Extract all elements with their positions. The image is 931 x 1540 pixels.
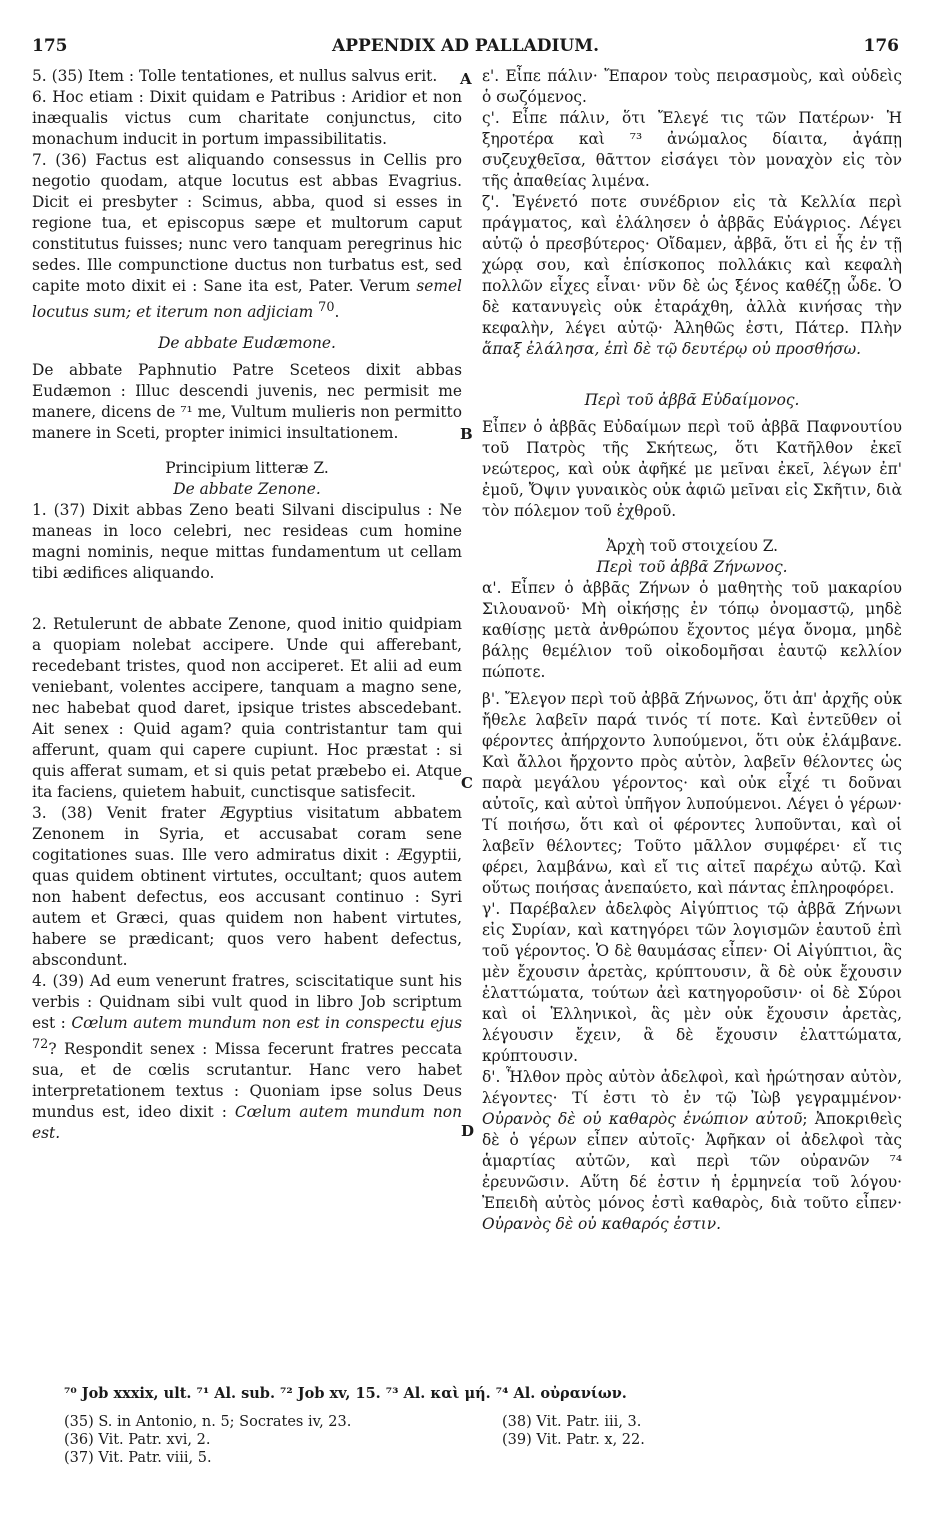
reference-38: (38) Vit. Patr. iii, 3. xyxy=(502,1414,642,1430)
latin-para-7: 7. (36) Factus est aliquando consessus in Cellis pro negotio quodam, atque locutus est abbas Evagrius. Dicit ei presbyter : Scimus, abba, quod si esses in regione tua, et episcopus sæpe et multorum caput constitutus fuisses; nunc vero tanquam peregrinus hic sedes. Ille compunctione ductus non turbatus est, sed capite moto dixit ei : Sane ita est, Pater. Verum semel locutus sum; et iterum non adjiciam $^{70}$. xyxy=(32,151,462,322)
running-header xyxy=(32,36,899,58)
footnote-ref-70: 70 xyxy=(318,300,335,315)
latin-para-7-text: 7. (36) Factus est aliquando consessus in Cellis pro negotio quodam, atque locutus est abbas Evagrius. Dicit ei presbyter : Scimus, abba, quod si esses in regione tua, et episcopus sæpe et multorum caput constitutus fuisses; nunc vero tanquam peregrinus hic sedes. Ille compunctione ductus non turbatus est, sed capite moto dixit ei : Sane ita est, Pater. Verum xyxy=(32,151,462,295)
footnote-ref-72: 72 xyxy=(32,1037,49,1053)
greek-para-7-text: ζ'. Ἐγένετό ποτε συνέδριον εἰς τὰ Κελλία περὶ πράγματος, καὶ ἐλάλησεν ὁ ἀββᾶς Εὐάγριος. Λέγει αὐτῷ ὁ πρεσβύτερος· Οἴδαμεν, ἀββᾶ, ὅτι εἰ ἧς ἐν τῇ χώρᾳ σου, καὶ ἐπίσκοπος πολλάκις καὶ κεφαλὴ πολλῶν εἶχες εἶναι· νῦν δὲ ὡς ξένος καθέζῃ ὧδε. Ὁ δὲ κατανυγεὶς οὐκ ἐταράχθη, ἀλλὰ κινήσας τὴν κεφαλὴν, λέγει αὐτῷ· Ἀληθῶς ἐστι, Πάτερ. Πλὴν xyxy=(482,193,902,337)
latin-heading-letter-z: Principium litteræ Z. xyxy=(165,459,329,478)
margin-letter-c: C xyxy=(461,774,473,792)
greek-para-7-quote: ἅπαξ ἐλάλησα, ἐπὶ δὲ τῷ δευτέρῳ οὐ προσθήσω. xyxy=(482,340,862,358)
latin-para-eudaemon: De abbate Paphnutio Patre Sceteos dixit abbas Eudæmon : Illuc descendi juvenis, nec permisit me manere, dicens de ⁷¹ me, Vultum mulieris non permitto manere in Sceti, propter inimici insultationem. xyxy=(32,361,462,443)
latin-para-4-text-a: 4. (39) Ad eum venerunt fratres, sciscitatique sunt his verbis : Quidnam sibi vult quod in libro Job scriptum est : xyxy=(32,972,462,1033)
references-left xyxy=(64,1413,351,1467)
latin-para-4-text-b: ? Respondit senex : Missa fecerunt fratres peccata sua, et de cœlis scrutantur. Hanc vero habet interpretationem textus : Quoniam ipse solus Deus mundus est, ideo dixit : xyxy=(32,1040,462,1122)
latin-para-3: 3. (38) Venit frater Ægyptius visitatum abbatem Zenonem in Syria, et accusabat coram sene cogitationes suas. Ille vero admiratus dixit : Ægyptii, quas quidem obtinent virtutes, occultant; quos autem non habent defectus, eos accusant continuo : Syri autem et Græci, quas quidem non habent virtutes, habere se prædicant; quos vero habent defectus, abscondunt. xyxy=(32,804,462,970)
greek-heading-letter-z: Ἀρχὴ τοῦ στοιχείου Z. xyxy=(605,537,779,555)
latin-para-7-quote: semel locutus sum; et iterum non adjiciam xyxy=(32,277,462,322)
greek-para-5: ε'. Εἶπε πάλιν· Ἔπαρον τοὺς πειρασμοὺς, καὶ οὐδεὶς ὁ σωζόμενος. xyxy=(482,67,902,106)
latin-para-4-quote-2: Cœlum autem mundum non est. xyxy=(32,1103,462,1143)
greek-para-1: α'. Εἶπεν ὁ ἀββᾶς Ζήνων ὁ μαθητὴς τοῦ μακαρίου Σιλουανοῦ· Μὴ οἰκήσῃς ἐν τόπῳ ὀνομαστῷ, μηδὲ καθίσῃς μετὰ ἀνθρώπου ἔχοντος μέγα ὄνομα, μηδὲ βάλῃς θεμέλιον τοῦ οἰκοδομῆσαι ἑαυτῷ κελλίον πώποτε. xyxy=(482,579,902,681)
margin-letter-d: D xyxy=(461,1122,475,1140)
latin-heading-eudaemon: De abbate Eudæmone. xyxy=(158,334,336,353)
latin-para-1: 1. (37) Dixit abbas Zeno beati Silvani discipulus : Ne maneas in loco celebri, nec resideas cum homine magni nominis, neque mittas fundamentum ut cellam tibi ædifices aliquando. xyxy=(32,501,462,583)
references-right xyxy=(502,1413,645,1449)
greek-para-4-text-a: δ'. Ἦλθον πρὸς αὐτὸν ἀδελφοὶ, καὶ ἠρώτησαν αὐτὸν, λέγοντες· Τί ἐστι τὸ ἐν τῷ Ἰὼβ γεγραμμένον· xyxy=(482,1068,902,1107)
page-number-right: 176 xyxy=(863,36,899,56)
reference-35: (35) S. in Antonio, n. 5; Socrates iv, 23. xyxy=(64,1414,352,1430)
greek-para-6: ς'. Εἶπε πάλιν, ὅτι Ἔλεγέ τις τῶν Πατέρων· Ἡ ξηροτέρα καὶ ⁷³ ἀνώμαλος δίαιτα, ἀγάπῃ συζευχθεῖσα, θᾶττον εἰσάγει τὸν μοναχὸν εἰς τὸν τῆς ἀπαθείας λιμένα. xyxy=(482,109,902,190)
reference-36: (36) Vit. Patr. xvi, 2. xyxy=(64,1432,211,1448)
latin-heading-zeno: De abbate Zenone. xyxy=(173,480,321,499)
latin-para-4-quote-1: Cœlum autem mundum non est in conspectu ejus xyxy=(71,1014,462,1033)
greek-para-3: γ'. Παρέβαλεν ἀδελφὸς Αἰγύπτιος τῷ ἀββᾶ Ζήνωνι εἰς Συρίαν, καὶ κατηγόρει τῶν λογισμῶν ἑαυτοῦ ἐπὶ τοῦ γέροντος. Ὁ δὲ θαυμάσας εἶπεν· Οἱ Αἰγύπτιοι, ἃς μὲν ἔχουσιν ἀρετὰς, κρύπτουσιν, ἃ δὲ οὐκ ἔχουσιν ἐλαττώματα, τούτων ἀεὶ κατηγοροῦσιν· οἱ δὲ Σύροι καὶ οἱ Ἑλληνικοὶ, ἃς μὲν οὐκ ἔχουσιν ἀρετὰς, λέγουσιν ἔχειν, ἃ δὲ ἔχουσιν ἐλαττώματα, κρύπτουσιν. xyxy=(482,900,902,1065)
greek-heading-eudaemon: Περὶ τοῦ ἀββᾶ Εὐδαίμονος. xyxy=(584,391,800,409)
latin-column xyxy=(32,66,462,1144)
running-title: APPENDIX AD PALLADIUM. xyxy=(332,36,599,56)
page-number-left: 175 xyxy=(32,36,68,56)
greek-para-7 xyxy=(482,192,902,360)
reference-39: (39) Vit. Patr. x, 22. xyxy=(502,1432,645,1448)
latin-para-5: 5. (35) Item : Tolle tentationes, et nullus salvus erit. xyxy=(32,67,438,85)
latin-para-6: 6. Hoc etiam : Dixit quidam e Patribus : Aridior et non inæqualis victus cum charitate conjunctus, cito monachum inducit in portum impassibilitatis. xyxy=(32,88,462,148)
reference-37: (37) Vit. Patr. viii, 5. xyxy=(64,1450,212,1466)
greek-heading-zeno: Περὶ τοῦ ἀββᾶ Ζήνωνος. xyxy=(596,558,788,576)
greek-para-4-quote-1: Οὐρανὸς δὲ οὐ καθαρὸς ἐνώπιον αὐτοῦ xyxy=(482,1110,803,1128)
footnotes: ⁷⁰ Job xxxix, ult. ⁷¹ Al. sub. ⁷² Job xv, 15. ⁷³ Al. καὶ μή. ⁷⁴ Al. οὐρανίων. xyxy=(64,1385,627,1402)
latin-para-2: 2. Retulerunt de abbate Zenone, quod initio quidpiam a quopiam nolebat accipere. Unde qui afferebant, recedebant tristes, quod non acciperet. Et alii ad eum veniebant, volentes accipere, tanquam a magno sene, nec habebat quod daret, ipsique tristes abscedebant. Ait senex : Quid agam? quia contristantur tam qui afferunt, quam qui capere cupiunt. Hoc præstat : si quis afferat sumam, et si quis petat præbebo ei. Atque ita faciens, quietem habuit, cunctisque satisfecit. xyxy=(32,615,462,802)
margin-letter-a: A xyxy=(460,70,472,88)
greek-para-4-text-b: ; Ἀποκριθεὶς δὲ ὁ γέρων εἶπεν αὐτοῖς· Ἀφῆκαν οἱ ἀδελφοὶ τὰς ἁμαρτίας αὐτῶν, καὶ περὶ τῶν οὐρανῶν ⁷⁴ ἐρευνῶσιν. Αὕτη δέ ἐστιν ἡ ἑρμηνεία τοῦ λόγου· Ἐπειδὴ αὐτὸς μόνος ἐστὶ καθαρὸς, διὰ τοῦτο εἶπεν· xyxy=(482,1110,903,1212)
greek-para-4-quote-2: Οὐρανὸς δὲ οὐ καθαρός ἐστιν. xyxy=(482,1215,722,1233)
latin-para-4 xyxy=(32,971,462,1144)
greek-para-2: β'. Ἔλεγον περὶ τοῦ ἀββᾶ Ζήνωνος, ὅτι ἀπ' ἀρχῆς οὐκ ἤθελε λαβεῖν παρά τινός τί ποτε. Καὶ ἐντεῦθεν οἱ φέροντες ἀπήρχοντο λυπούμενοι, ὅτι οὐκ ἐλάμβανε. Καὶ ἄλλοι ἤρχοντο πρὸς αὐτὸν, λαβεῖν θέλοντες ὡς παρὰ μεγάλου γέροντος· καὶ οὐκ εἶχέ τι δοῦναι αὐτοῖς, καὶ αὐτοὶ ὑπῆγον λυπούμενοι. Λέγει ὁ γέρων· Τί ποιήσω, ὅτι καὶ οἱ φέροντες λυποῦνται, καὶ οἱ λαβεῖν θέλοντες; Τοῦτο μᾶλλον συμφέρει· εἴ τις φέρει, λαμβάνω, καὶ εἴ τις αἰτεῖ παρέχω αὐτῷ. Καὶ οὕτως ποιήσας ἀνεπαύετο, καὶ πάντας ἐπληροφόρει. xyxy=(482,690,902,897)
margin-letter-b: B xyxy=(460,425,473,443)
greek-column xyxy=(482,66,902,1235)
greek-para-4 xyxy=(482,1067,902,1235)
greek-para-eudaemon: Εἶπεν ὁ ἀββᾶς Εὐδαίμων περὶ τοῦ ἀββᾶ Παφνουτίου τοῦ Πατρὸς τῆς Σκήτεως, ὅτι Κατῆλθον ἐκεῖ νεώτερος, καὶ οὐκ ἀφῆκέ με μεῖναι ἐκεῖ, λέγων ἐπ' ἐμοῦ, Ὄψιν γυναικὸς οὐκ ἀφιῶ μεῖναι εἰς Σκῆτιν, διὰ τὸν πόλεμον τοῦ ἐχθροῦ. xyxy=(482,418,902,520)
